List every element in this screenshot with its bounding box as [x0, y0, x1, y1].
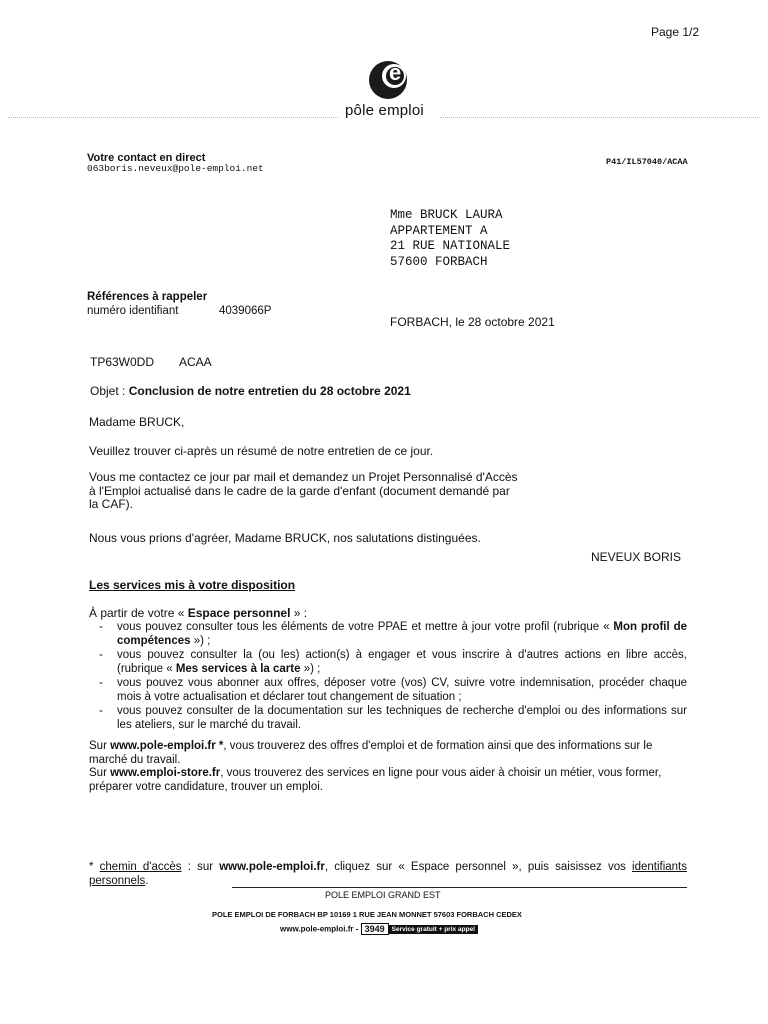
- recipient-line: 57600 FORBACH: [390, 254, 488, 269]
- services-list: [89, 620, 687, 732]
- object-line: [90, 384, 411, 398]
- emploi-store-website: www.emploi-store.fr: [110, 767, 221, 779]
- pole-emploi-website: www.pole-emploi.fr *: [110, 740, 224, 752]
- web-text: Sur: [89, 767, 111, 779]
- code-secondary: ACAA: [179, 355, 212, 369]
- pole-emploi-logo-icon: [340, 58, 436, 102]
- item-text-end: ») ;: [190, 635, 211, 647]
- item-bold: Mon profil de compétences: [117, 621, 687, 647]
- identifier-value: 4039066P: [219, 305, 272, 317]
- footnote-path-label: chemin d'accès: [99, 861, 182, 873]
- paragraph-line: Vous me contactez ce jour par mail et demandez un Projet Personnalisé d'Accès: [89, 470, 518, 484]
- services-title: Les services mis à votre disposition: [89, 578, 296, 592]
- code-primary: TP63W0DD: [90, 355, 155, 369]
- footer-divider: [232, 887, 687, 888]
- recipient-line: 21 RUE NATIONALE: [390, 239, 511, 253]
- footer-address: POLE EMPLOI DE FORBACH BP 10169 1 RUE JEAN MONNET 57603 FORBACH CEDEX: [212, 910, 522, 919]
- website-info: [89, 740, 689, 794]
- header-divider-right: [440, 117, 760, 118]
- list-item: [89, 620, 687, 648]
- web-text-end: , vous trouverez des services en ligne pour vous aider à choisir un métier, vous former, préparer votre candidature, trouver un emploi.: [89, 767, 662, 793]
- closing-formula: Nous vous prions d'agréer, Madame BRUCK, nos salutations distinguées.: [89, 531, 481, 545]
- letter-paragraph-1: Veuillez trouver ci-après un résumé de notre entretien de ce jour.: [89, 444, 434, 458]
- item-text: vous pouvez consulter la (ou les) action(s) à engager et vous inscrire à d'autres actions en libre accès, (rubrique «: [117, 649, 687, 675]
- recipient-address: [390, 208, 510, 270]
- phone-number: 3949: [361, 923, 389, 935]
- phone-service-note: Service gratuit + prix appel: [389, 925, 478, 934]
- footnote-identifiers: identifiants personnels: [89, 861, 687, 887]
- intro-text: À partir de votre «: [89, 606, 188, 620]
- logo-letter: e: [389, 60, 402, 85]
- recipient-line: APPARTEMENT A: [390, 223, 488, 238]
- object-label: Objet :: [90, 384, 126, 398]
- footnote-text: , cliquez sur « Espace personnel », puis saisissez vos: [324, 861, 633, 873]
- footnote-star: *: [89, 861, 100, 873]
- page-number: Page 1/2: [651, 25, 700, 39]
- footer-website: www.pole-emploi.fr -: [280, 924, 359, 934]
- header-divider-left: [8, 117, 338, 118]
- footnote-end: .: [145, 875, 149, 887]
- list-item: - vous pouvez consulter de la documentation sur les techniques de recherche d'emploi ou des informations sur les ateliers, sur le marché du travail.: [89, 704, 687, 732]
- letter-paragraph-2: [89, 471, 559, 512]
- pole-emploi-logo: [340, 58, 436, 120]
- web-text: Sur: [89, 740, 111, 752]
- footnote-site: www.pole-emploi.fr: [219, 861, 325, 873]
- website-paragraph-2: [89, 767, 689, 794]
- references-title: Références à rappeler: [87, 291, 208, 303]
- greeting: Madame BRUCK,: [89, 415, 185, 429]
- place-date: FORBACH, le 28 octobre 2021: [390, 315, 555, 329]
- footnote: [89, 860, 687, 888]
- item-bold: Mes services à la carte: [175, 663, 301, 675]
- intro-text-end: » :: [290, 606, 308, 620]
- paragraph-line: la CAF).: [89, 497, 134, 511]
- footnote-text: : sur: [181, 861, 220, 873]
- website-paragraph-1: [89, 740, 689, 767]
- item-text: vous pouvez consulter tous les éléments de votre PPAE et mettre à jour votre profil (rubrique «: [117, 621, 614, 633]
- recipient-line: Mme BRUCK LAURA: [390, 208, 503, 222]
- logo-text: pôle emploi: [345, 102, 424, 119]
- web-text-end: , vous trouverez des offres d'emploi et de formation ainsi que des informations sur le marché du travail.: [89, 740, 653, 766]
- identifier-label: numéro identifiant: [87, 305, 179, 317]
- services-intro: [89, 606, 307, 620]
- signature: NEVEUX BORIS: [591, 550, 682, 564]
- espace-personnel-label: Espace personnel: [187, 606, 291, 620]
- contact-email: 063boris.neveux@pole-emploi.net: [87, 163, 264, 174]
- footer-region: POLE EMPLOI GRAND EST: [325, 890, 441, 900]
- item-text-end: ») ;: [300, 663, 321, 675]
- footer-contact: [280, 923, 478, 937]
- list-item: - vous pouvez vous abonner aux offres, déposer votre (vos) CV, suivre votre indemnisation, procéder chaque mois à votre actualisation et déclarer tout changement de situation ;: [89, 676, 687, 704]
- object-text: Conclusion de notre entretien du 28 octobre 2021: [128, 384, 411, 398]
- list-item: [89, 648, 687, 676]
- contact-title: Votre contact en direct: [87, 152, 206, 164]
- reference-code: P41/IL57040/ACAA: [606, 157, 688, 167]
- paragraph-line: à l'Emploi actualisé dans le cadre de la garde d'enfant (document demandé par: [89, 483, 510, 498]
